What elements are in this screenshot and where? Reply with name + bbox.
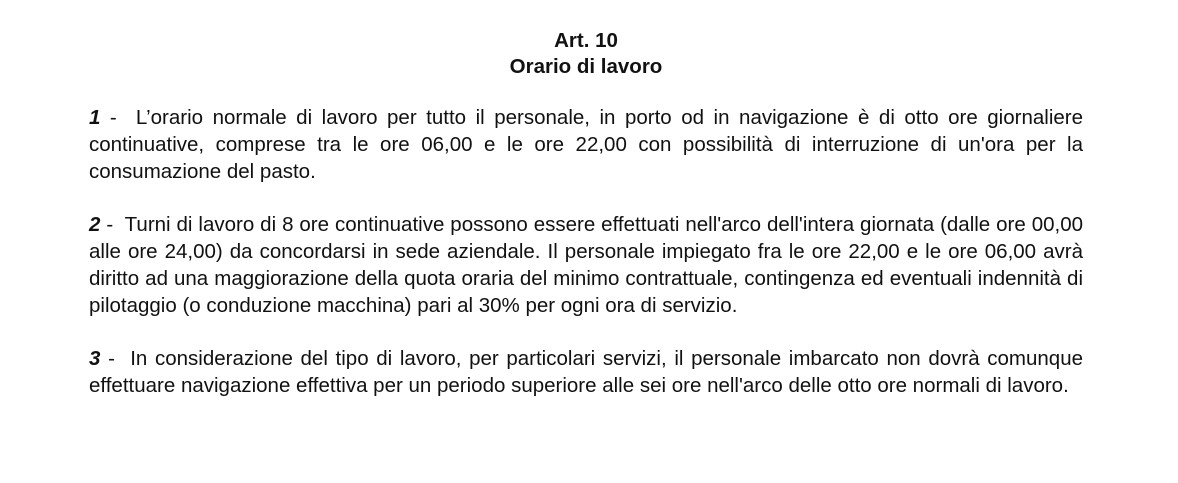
article-title: Orario di lavoro xyxy=(509,55,663,78)
paragraph-text: L’orario normale di lavoro per tutto il personale, in porto od in navigazione è di otto ore giornaliere continuative, comprese tra le ore 06,00 e le ore 22,00 con possibilità di interruzione di un'ora per la consumazione del pasto. xyxy=(89,106,1083,183)
paragraph-text: Turni di lavoro di 8 ore continuative possono essere effettuati nell'arco dell'intera giornata (dalle ore 00,00 alle ore 24,00) da concordarsi in sede aziendale. Il personale impiegato fra le ore 22,00 e le ore 06,00 avrà diritto ad una maggiorazione della quota oraria del minimo contrattuale, contingenza ed eventuali indennità di pilotaggio (o conduzione macchina) pari al 30% per ogni ora di servizio. xyxy=(89,213,1083,317)
paragraph-number: 3 xyxy=(89,347,101,370)
paragraph-separator: - xyxy=(100,213,120,236)
paragraph-separator: - xyxy=(100,106,127,129)
paragraph-2 xyxy=(89,211,1083,319)
document-page xyxy=(89,28,1083,399)
paragraph-number: 2 xyxy=(89,213,101,236)
paragraph-number: 1 xyxy=(89,106,101,129)
paragraph-text: In considerazione del tipo di lavoro, per particolari servizi, il personale imbarcato non dovrà comunque effettuare navigazione effettiva per un periodo superiore alle sei ore nell'arco delle otto ore normali di lavoro. xyxy=(89,347,1084,397)
paragraph-separator: - xyxy=(100,347,123,370)
paragraph-3 xyxy=(89,345,1083,399)
article-number: Art. 10 xyxy=(554,29,618,52)
paragraph-1 xyxy=(89,104,1083,185)
